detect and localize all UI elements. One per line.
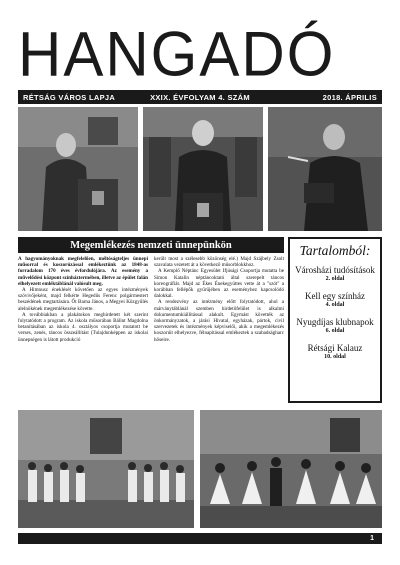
- toc-item-page: 6. oldal: [325, 328, 345, 334]
- article-lead: A hagyományoknak megfelelően, méltóságteljes ünnepi műsorral és koszorúzással emlékeztünk az 1848-as forradalom 170 éves évfordulójára. Az esemény a művelődési központ színháztermében, illetve az épület falán elhelyezett emléktáblánál valósult meg.: [18, 256, 148, 287]
- toc-item[interactable]: [290, 317, 380, 335]
- toc-item-title: Kell egy színház: [305, 291, 365, 301]
- toc-item-page: 2. oldal: [325, 276, 345, 282]
- table-of-contents: [288, 237, 382, 403]
- photo-speaker-at-podium: [18, 107, 138, 231]
- article-headline: Megemlékezés nemzeti ünnepünkön: [18, 237, 284, 253]
- toc-item[interactable]: [290, 291, 380, 309]
- masthead-subbar: [18, 90, 382, 104]
- toc-item-title: Városházi tudósítások: [295, 265, 375, 275]
- article-paragraph: A rendezvény az intézmény előtt folytatódott, ahol a márványtáblánál szemben hirdetőfelület is alkalmi dokumentumkiállítással alakult. Egymást követték az önkormányzatok, a járási Hivatal, egyházak, pártok, civil szervezetek és intézmények képviselői, akik a megemlékezés koszorúit elhelyezve, félnapitással emlékeztek a szabadságharc hőseire.: [154, 299, 284, 343]
- photo-mayor-speech: [143, 107, 263, 231]
- article-paragraph: A Himnusz éneklését követően az egyes intézmények szóvivőjeként, majd felkérte Hegedűs Ferenc polgármestert beszédének megtartására. Őt Barna János, a Megyei Közgyűlés alelnökének megemlékezése követte.: [18, 287, 148, 312]
- photo-children-performance: [18, 410, 194, 528]
- page-number: 1: [18, 533, 382, 544]
- toc-item-title: Nyugdíjas klubnapok: [296, 317, 374, 327]
- photo-singer-with-microphone: [268, 107, 382, 231]
- article-column-1: [18, 256, 148, 404]
- toc-item[interactable]: [290, 265, 380, 283]
- toc-item-page: 4. oldal: [325, 302, 345, 308]
- article-column-2: [154, 256, 284, 404]
- toc-item-page: 10. oldal: [324, 354, 346, 360]
- article-paragraph: A továbbiakban a plakátokon meghirdetett két szerint folytatódott a program. Az iskola műsorában Bálint Magdolna betanításában az iskola 4. osztályos csoportja mutatott be verses, zenés, táncos összeállítást (Tulajdonképpen az iskolai ünnepségen is látott produkció: [18, 311, 148, 343]
- toc-item[interactable]: [290, 343, 380, 361]
- issue-number: XXIX. ÉVFOLYAM 4. SZÁM: [150, 92, 250, 102]
- toc-item-title: Rétsági Kalauz: [307, 343, 363, 353]
- toc-title: Tartalomból:: [299, 243, 371, 258]
- article-paragraph: A Kemplő Néptánc Egyesület Ifjúsági Csoportja mutatta be Simon Katalin néptáncoktató által szerepelt táncos koreográfiát. Majd az Ékes Énekegyüttes vette át a "szót" a korábban fellépők gyűrűjében az eseményhez kapcsolódó dalokkal.: [154, 268, 284, 300]
- article-paragraph: került most a szélesebb közönség elé.) Majd Szájbely Zsolt szavalata vezetett át a következő műsorblokkhoz.: [154, 256, 284, 269]
- issue-date: 2018. ÁPRILIS: [322, 92, 377, 102]
- photo-folk-dancers: [200, 410, 382, 528]
- article-body: [18, 256, 284, 404]
- publication-name: RÉTSÁG VÁROS LAPJA: [23, 92, 116, 102]
- masthead-title: HANGADÓ: [18, 19, 336, 90]
